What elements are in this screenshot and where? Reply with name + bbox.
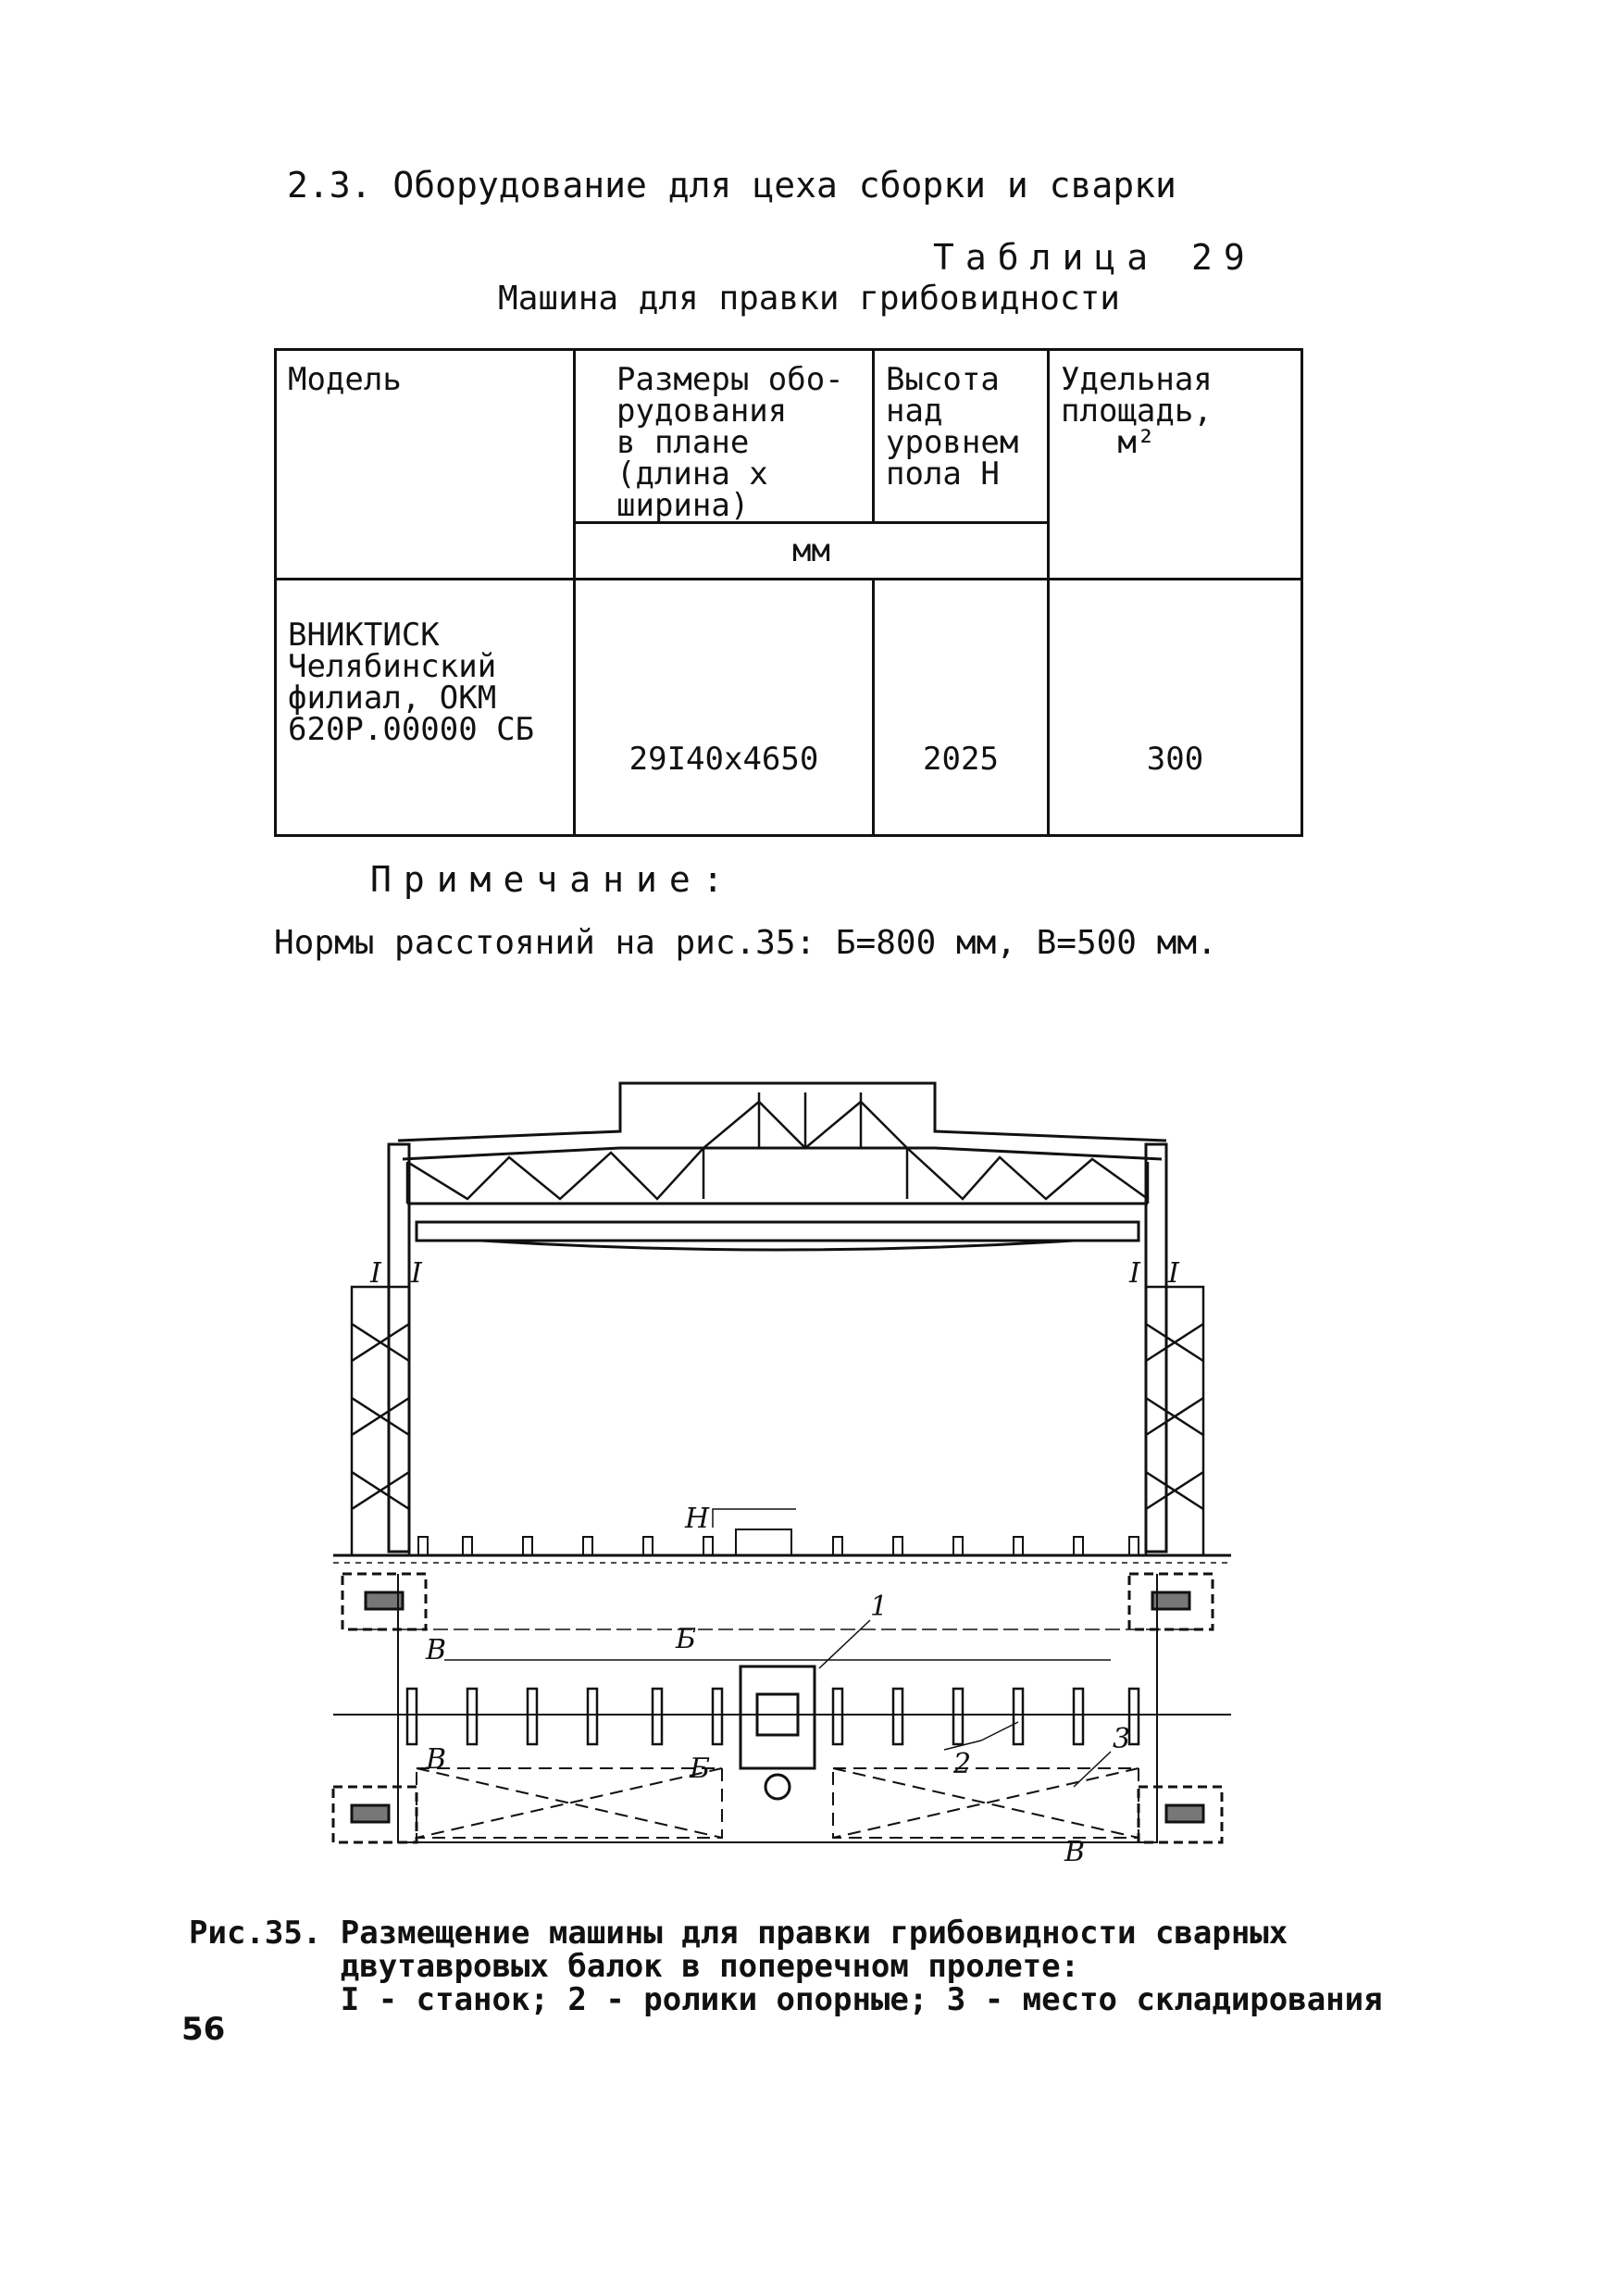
roller-row-section — [418, 1529, 1139, 1555]
table-label: Таблица 29 — [933, 237, 1256, 278]
label-column-left-2: I — [411, 1257, 422, 1290]
header-dimensions: Размеры обо- рудования в плане (длина х ширина) — [575, 350, 874, 523]
page-number: 56 — [181, 2011, 226, 2048]
equipment-table — [274, 348, 1303, 837]
center-marker — [765, 1775, 790, 1799]
table-caption: Машина для правки грибовидности — [498, 280, 1120, 318]
roof-lower-chord — [403, 1148, 1162, 1159]
header-model: Модель — [276, 350, 575, 580]
label-b-top: Б — [676, 1623, 697, 1655]
callout-1: 1 — [870, 1591, 889, 1623]
label-height: H — [685, 1503, 710, 1535]
label-v-right: В — [1064, 1836, 1086, 1868]
label-column-right: I — [1129, 1257, 1140, 1290]
right-storage-footing — [1166, 1805, 1203, 1822]
height-dim — [713, 1509, 796, 1528]
cell-model: ВНИКТИСК Челябинский филиал, ОКМ 620Р.00000 СБ — [276, 580, 575, 836]
label-column-right-2: I — [1168, 1257, 1179, 1290]
table-row — [276, 580, 1302, 836]
crane-beam — [417, 1222, 1139, 1241]
leader-2 — [944, 1722, 1018, 1750]
layout-drawing — [315, 1055, 1240, 1868]
figure-caption: Рис.35. Размещение машины для правки грибовидности сварных двутавровых балок в поперечном пролете: I - станок; 2 - ролики опорные; 3 - место складирования — [189, 1915, 1383, 2018]
note-title: Примечание: — [370, 859, 736, 900]
machine-frame — [741, 1666, 815, 1768]
label-b-mid: Б — [690, 1753, 711, 1785]
callout-3: 3 — [1113, 1723, 1131, 1755]
left-lattice — [352, 1287, 409, 1555]
section-title: 2.3. Оборудование для цеха сборки и сварки — [287, 165, 1176, 206]
left-storage-footing — [352, 1805, 389, 1822]
note-text: Нормы расстояний на рис.35: Б=800 мм, В=500 мм. — [274, 924, 1217, 962]
cell-dimensions: 29I40x4650 — [575, 580, 874, 836]
left-column — [389, 1144, 409, 1552]
label-v-left-bottom: В — [426, 1743, 447, 1776]
right-column — [1146, 1144, 1166, 1552]
plan-outline — [398, 1574, 1157, 1842]
label-column-left: I — [370, 1257, 381, 1290]
right-lattice — [1146, 1287, 1203, 1555]
roof-outline — [398, 1083, 1166, 1141]
header-height: Высота над уровнем пола Н — [874, 350, 1049, 523]
label-v-left-top: В — [426, 1634, 447, 1666]
cell-height: 2025 — [874, 580, 1049, 836]
header-area: Удельная площадь, м² — [1049, 350, 1302, 580]
storage-area-left — [417, 1768, 722, 1838]
cell-area: 300 — [1049, 580, 1302, 836]
leader-1 — [819, 1620, 870, 1668]
callout-2: 2 — [953, 1748, 972, 1780]
units-cell: мм — [575, 523, 1049, 580]
storage-area-right — [833, 1768, 1139, 1838]
